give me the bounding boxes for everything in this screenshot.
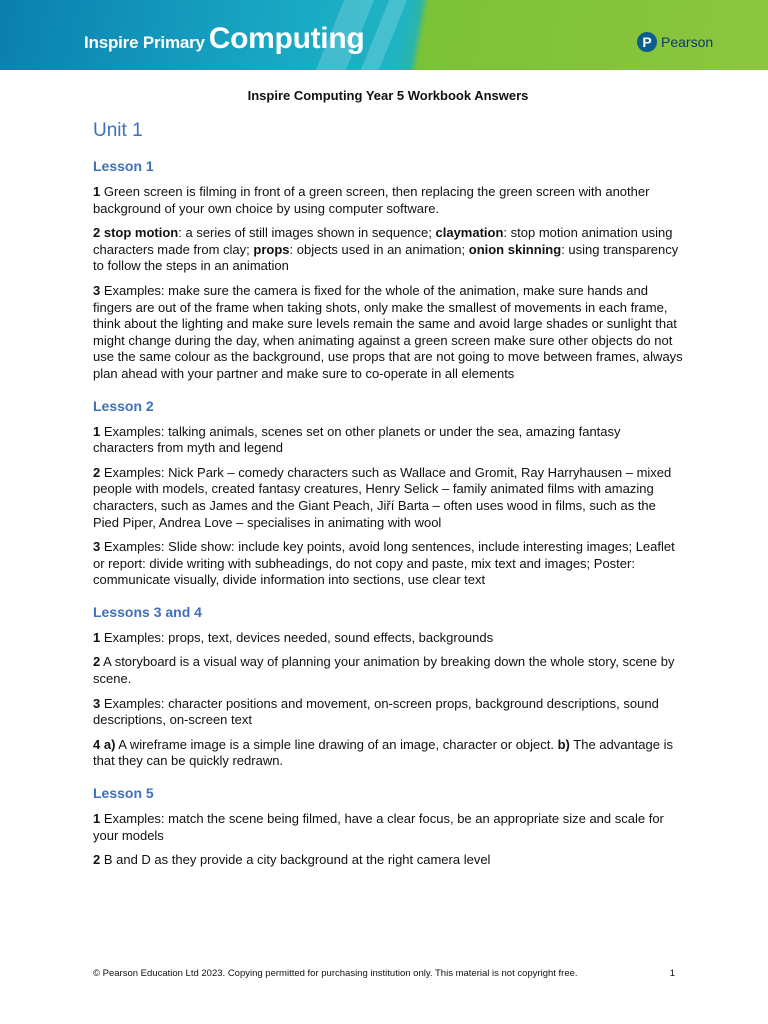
document-title: Inspire Computing Year 5 Workbook Answers	[247, 88, 529, 103]
answer-text: Green screen is filming in front of a green screen, then replacing the green screen with another background of your own choice by using computer software.	[93, 184, 650, 216]
answer-number: 3	[93, 539, 101, 555]
lessons-3-4-heading: Lessons 3 and 4	[93, 603, 202, 620]
definition: : objects used in an animation;	[289, 241, 469, 257]
lessons-3-4-answer-2	[93, 654, 683, 687]
unit-heading: Unit 1	[93, 120, 143, 141]
brand-small-text: Inspire Primary	[84, 33, 205, 52]
lessons-3-4-answer-3	[93, 696, 683, 729]
answer-number: 3	[93, 282, 101, 298]
answer-text: B and D as they provide a city background at the right camera level	[100, 852, 491, 868]
page-footer	[93, 968, 675, 979]
answer-text: Examples: match the scene being filmed, have a clear focus, be an appropriate size and scale for your models	[93, 811, 664, 843]
lessons-3-4-answer-1	[93, 630, 683, 647]
lesson-5-answer-2	[93, 852, 683, 869]
lesson-1-answer-2	[93, 225, 683, 275]
answer-text: A wireframe image is a simple line drawing of an image, character or object.	[115, 736, 558, 752]
answer-number: 1	[93, 423, 101, 439]
answer-text: The advantage is that they can be quickly redrawn.	[93, 736, 674, 769]
answer-text: Examples: props, text, devices needed, sound effects, backgrounds	[100, 629, 494, 645]
document-body	[93, 86, 683, 877]
page-number: 1	[669, 968, 675, 979]
answer-number: 2	[93, 654, 101, 670]
lesson-2-heading: Lesson 2	[93, 397, 154, 414]
answer-number: 2	[93, 852, 101, 868]
answer-number: 2	[93, 464, 101, 480]
answer-text: Examples: Slide show: include key points, avoid long sentences, include interesting images; Leaflet or report: divide writing with subheadings, do not copy and paste, mix text and images; Poster: communicate visually, divide information into sections, use clear text	[93, 539, 675, 588]
lesson-2-answer-3	[93, 539, 683, 589]
answer-number: 1	[93, 811, 101, 827]
answer-text: A storyboard is a visual way of planning your animation by breaking down the whole story, scene by scene.	[93, 654, 675, 687]
answer-text: Examples: Nick Park – comedy characters such as Wallace and Gromit, Ray Harryhausen – mixed people with models, created fantasy creatures, Henry Selick – family animated films with amazing characters, such as James and the Giant Peach, Jiří Barta – often uses wood in films, such as the Pied Piper, Andrea Love – specialises in animating with wool	[93, 464, 672, 530]
lesson-5-heading: Lesson 5	[93, 785, 154, 802]
answer-number: 2	[93, 225, 101, 241]
definition: : using transparency to follow the steps in an animation	[93, 241, 679, 274]
answer-number: 1	[93, 629, 101, 645]
term: stop motion	[103, 225, 179, 241]
pearson-logo-text: Pearson	[661, 34, 714, 50]
lesson-1-answer-3	[93, 283, 683, 383]
header-banner	[0, 0, 768, 70]
brand-big-text: Computing	[208, 22, 365, 55]
answer-number: 4 a)	[93, 736, 116, 752]
term: claymation	[435, 225, 504, 241]
answer-text: Examples: make sure the camera is fixed for the whole of the animation, make sure hands and fingers are out of the frame when taking shots, only make the smallest of movements in each frame, think about the lighting and make sure levels remain the same and avoid large shades or sunlight that might change during the day, when animating against a green screen make sure other objects do not use the same colour as the background, use props that are not going to move between frames, always plan ahead with your partner and make sure to co-operate in all elements	[93, 282, 683, 381]
lesson-1-heading: Lesson 1	[93, 158, 154, 174]
brand-wordmark	[84, 22, 364, 56]
answer-sublabel: b)	[557, 736, 570, 752]
term: props	[253, 241, 290, 257]
answer-number: 3	[93, 695, 101, 711]
answer-number: 1	[93, 184, 101, 199]
lesson-2-answer-2	[93, 465, 683, 531]
pearson-logo-icon: P	[637, 32, 657, 52]
term: onion skinning	[468, 241, 562, 257]
lesson-2-answer-1	[93, 424, 683, 457]
answer-text: Examples: talking animals, scenes set on other planets or under the sea, amazing fantasy characters from myth and legend	[93, 423, 621, 456]
pearson-logo	[637, 32, 713, 52]
definition: : a series of still images shown in sequence;	[178, 225, 436, 241]
definition: : stop motion animation using characters made from clay;	[93, 225, 673, 257]
copyright-notice: © Pearson Education Ltd 2023. Copying permitted for purchasing institution only. This material is not copyright free.	[93, 968, 578, 979]
lesson-5-answer-1	[93, 811, 683, 844]
lesson-1-answer-1	[93, 184, 683, 217]
answer-text: Examples: character positions and movement, on-screen props, background descriptions, sound descriptions, on-screen text	[93, 695, 659, 728]
lessons-3-4-answer-4	[93, 737, 683, 770]
